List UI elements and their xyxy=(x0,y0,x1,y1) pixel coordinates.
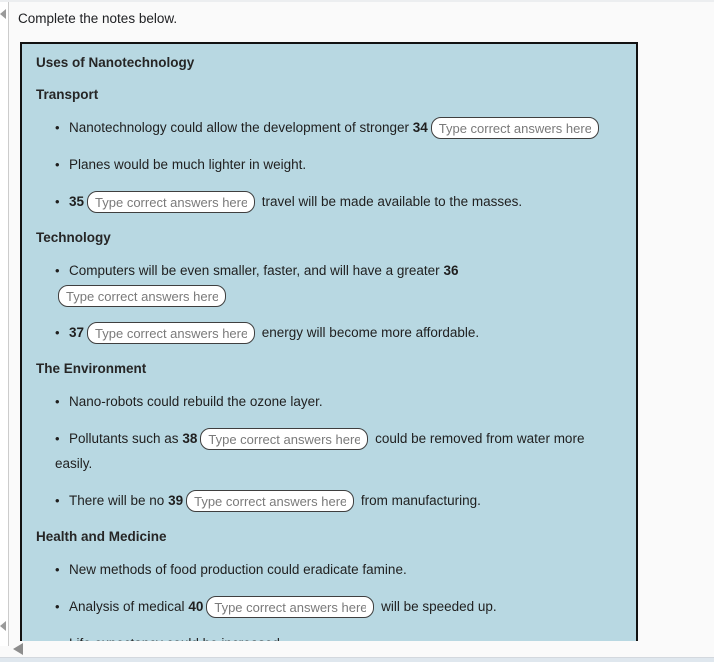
answer-input-34[interactable] xyxy=(431,117,599,139)
note-text: New methods of food production could eradicate famine. xyxy=(69,562,407,577)
instruction-text: Complete the notes below. xyxy=(18,11,178,26)
bullet-icon: • xyxy=(55,493,60,508)
section-heading: Health and Medicine xyxy=(36,529,167,544)
answer-input-36[interactable] xyxy=(58,285,226,307)
notes-sections xyxy=(36,86,622,656)
section-heading: Transport xyxy=(36,87,99,102)
bottom-panel-edge xyxy=(0,657,714,662)
section-heading: Technology xyxy=(36,230,111,245)
horizontal-scrollbar[interactable] xyxy=(9,641,714,657)
note-text: from manufacturing. xyxy=(357,493,481,508)
answer-input-35[interactable] xyxy=(87,191,255,213)
note-item xyxy=(36,557,622,582)
note-item xyxy=(36,189,622,214)
section-heading: The Environment xyxy=(36,361,147,376)
scroll-left-arrow-icon[interactable] xyxy=(13,643,23,655)
bullet-icon: • xyxy=(55,120,60,135)
note-text: could be removed from water more easily. xyxy=(55,431,585,471)
note-item xyxy=(36,389,622,414)
notes-box xyxy=(20,42,638,662)
note-text: Planes would be much lighter in weight. xyxy=(69,157,307,172)
note-item xyxy=(36,152,622,177)
note-item xyxy=(36,320,622,345)
note-text: will be speeded up. xyxy=(377,599,497,614)
note-text: There will be no xyxy=(69,493,169,508)
note-item xyxy=(36,488,622,513)
question-number: 35 xyxy=(69,194,85,209)
answer-input-40[interactable] xyxy=(206,596,374,618)
note-text: Nano-robots could rebuild the ozone layer. xyxy=(69,394,323,409)
answer-input-37[interactable] xyxy=(87,322,255,344)
question-content xyxy=(9,2,714,662)
question-number: 34 xyxy=(412,120,428,135)
note-text: Pollutants such as xyxy=(69,431,183,446)
question-number: 37 xyxy=(69,325,85,340)
note-item xyxy=(36,258,622,308)
splitter-collapse-icon-bottom[interactable] xyxy=(0,621,6,631)
note-text: energy will become more affordable. xyxy=(258,325,480,340)
bullet-icon: • xyxy=(55,394,60,409)
pane-splitter[interactable] xyxy=(0,2,9,646)
question-number: 39 xyxy=(168,493,184,508)
answer-input-39[interactable] xyxy=(186,490,354,512)
question-number: 38 xyxy=(182,431,198,446)
bullet-icon: • xyxy=(55,599,60,614)
question-number: 40 xyxy=(188,599,204,614)
answer-input-38[interactable] xyxy=(200,428,368,450)
bullet-icon: • xyxy=(55,431,60,446)
notes-title: Uses of Nanotechnology xyxy=(36,55,195,70)
note-item xyxy=(36,594,622,619)
note-text: travel will be made available to the masses. xyxy=(258,194,523,209)
note-item xyxy=(36,426,622,476)
question-number: 36 xyxy=(443,263,459,278)
bullet-icon: • xyxy=(55,194,60,209)
splitter-collapse-icon[interactable] xyxy=(0,9,6,19)
bullet-icon: • xyxy=(55,562,60,577)
bullet-icon: • xyxy=(55,325,60,340)
bullet-icon: • xyxy=(55,263,60,278)
note-text: Nanotechnology could allow the development of stronger xyxy=(69,120,413,135)
bullet-icon: • xyxy=(55,157,60,172)
note-text: Computers will be even smaller, faster, and will have a greater xyxy=(69,263,444,278)
note-item xyxy=(36,115,622,140)
note-text: Analysis of medical xyxy=(69,599,189,614)
